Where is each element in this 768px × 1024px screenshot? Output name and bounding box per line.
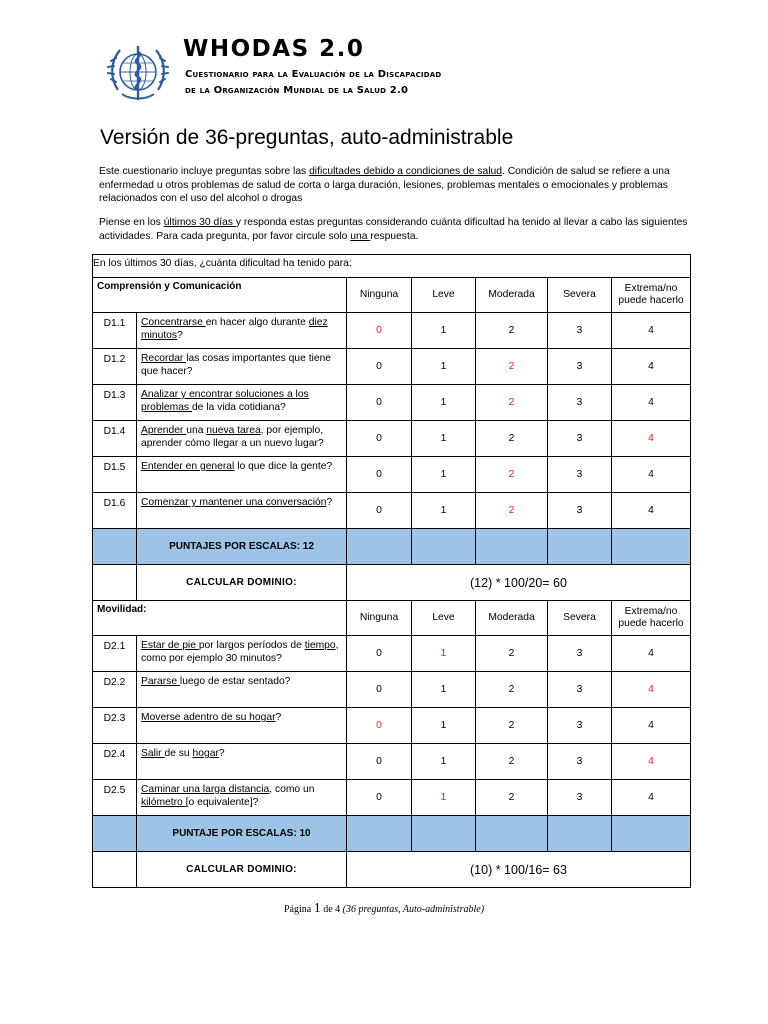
question-text-segment: Salir [141,748,165,759]
answer-option[interactable]: 0 [347,457,412,493]
option-header: Moderada [476,601,548,636]
question-code: D2.2 [93,672,137,708]
answer-option[interactable]: 4 [612,636,691,672]
question-text-segment: nueva tarea [206,425,261,436]
answer-option[interactable]: 3 [548,672,612,708]
question-text-segment: ? [326,497,333,508]
question-code: D2.1 [93,636,137,672]
question-code: D1.2 [93,349,137,385]
table-row [93,313,691,349]
answer-option[interactable]: 4 [612,313,691,349]
who-emblem-icon [104,38,172,106]
questionnaire-table [92,254,691,888]
question-text-segment: por largos períodos de [198,640,305,651]
answer-option[interactable]: 3 [548,493,612,529]
question-text-segment: ? [275,712,282,723]
answer-option[interactable]: 0 [347,493,412,529]
intro-row [93,255,691,278]
answer-option-selected[interactable]: 2 [476,457,548,493]
calc-empty-cell [93,565,137,601]
option-header: Leve [412,278,476,313]
question-text-segment: Concentrarse [141,317,206,328]
question-text [137,636,347,672]
brand-title: WHODAS 2.0 [183,36,365,62]
question-text [137,493,347,529]
answer-option[interactable]: 4 [612,493,691,529]
option-header: Extrema/no puede hacerlo [612,278,691,313]
score-row [93,529,691,565]
question-code: D1.6 [93,493,137,529]
answer-option[interactable]: 2 [476,708,548,744]
question-text [137,385,347,421]
section-header-row [93,278,691,313]
score-empty-cell [412,529,476,565]
answer-option[interactable]: 4 [612,385,691,421]
question-text-segment: , por ejemplo, aprender cómo llegar a un nuevo lugar? [141,425,324,449]
answer-option[interactable]: 0 [347,421,412,457]
question-code: D2.3 [93,708,137,744]
question-text [137,349,347,385]
scale-score-label: PUNTAJE POR ESCALAS: 10 [137,816,347,852]
scale-score-label: PUNTAJES POR ESCALAS: 12 [137,529,347,565]
answer-option[interactable]: 1 [412,493,476,529]
answer-option[interactable]: 3 [548,708,612,744]
score-empty-cell [93,816,137,852]
question-text-segment: una [186,425,207,436]
question-text-segment: , como por ejemplo 30 minutos? [141,640,339,664]
answer-option[interactable]: 2 [476,744,548,780]
answer-option-selected[interactable]: 2 [476,385,548,421]
question-text-segment: luego de estar sentado? [179,676,291,687]
question-text [137,744,347,780]
question-text-segment: Comenzar y mantener una conversación [141,497,327,508]
table-row [93,636,691,672]
answer-option-selected[interactable]: 2 [476,349,548,385]
question-code: D1.1 [93,313,137,349]
table-row [93,780,691,816]
table-row [93,708,691,744]
answer-option[interactable]: 1 [412,744,476,780]
answer-option[interactable]: 3 [548,744,612,780]
calc-empty-cell [93,852,137,888]
table-row [93,744,691,780]
question-text-segment: Caminar una larga distancia [141,784,270,795]
option-header: Ninguna [347,278,412,313]
question-code: D1.4 [93,421,137,457]
question-text-segment: Analizar y encontrar soluciones a los problemas [141,389,309,413]
answer-option[interactable]: 2 [476,780,548,816]
intro-paragraph-2: Piense en los últimos 30 días y responda estas preguntas considerando cuánta dificultad ha tenido al llevar a cabo las siguientes actividades. Para cada pregunta, por favor circule solo una respuesta. [99,217,688,242]
table-row [93,385,691,421]
question-text-segment: , como un [269,784,315,795]
question-text-segment: ? [218,748,225,759]
question-text-segment: Entender en general [141,461,235,472]
answer-option[interactable]: 1 [412,349,476,385]
answer-option-selected[interactable]: 1 [412,636,476,672]
question-text-segment: tiempo [304,640,336,651]
intro-row-text: En los últimos 30 días, ¿cuánta dificultad ha tenido para: [93,255,691,278]
answer-option[interactable]: 3 [548,780,612,816]
option-header: Ninguna [347,601,412,636]
section-header-row [93,601,691,636]
calc-domain-label: CALCULAR DOMINIO: [137,852,347,888]
answer-option[interactable]: 1 [412,672,476,708]
document-title: Versión de 36-preguntas, auto-administrable [100,126,514,149]
answer-option[interactable]: 1 [412,708,476,744]
answer-option[interactable]: 2 [476,636,548,672]
question-text-segment: Recordar [141,353,187,364]
question-text-segment: ? [177,329,183,341]
question-text-segment: de su [164,748,193,759]
subtitle-line-1: Cuestionario para la Evaluación de la Discapacidad [185,69,442,80]
answer-option[interactable]: 3 [548,349,612,385]
question-text [137,780,347,816]
option-header: Severa [548,601,612,636]
calc-row [93,565,691,601]
question-text-segment: las cosas importantes que tiene que hacer? [141,353,332,377]
answer-option[interactable]: 1 [412,385,476,421]
answer-option-selected[interactable]: 0 [347,708,412,744]
calc-domain-value: (12) * 100/20= 60 [347,565,691,601]
question-text-segment: hogar [192,748,219,759]
option-header: Moderada [476,278,548,313]
answer-option[interactable]: 1 [412,457,476,493]
answer-option[interactable]: 1 [412,421,476,457]
answer-option[interactable]: 3 [548,385,612,421]
answer-option[interactable]: 3 [548,457,612,493]
question-code: D1.5 [93,457,137,493]
question-text [137,421,347,457]
table-row [93,421,691,457]
answer-option[interactable]: 3 [548,636,612,672]
question-text-segment: Aprender [141,425,187,436]
question-text-segment: diez minutos [141,317,328,341]
score-empty-cell [612,816,691,852]
question-code: D2.4 [93,744,137,780]
score-empty-cell [476,816,548,852]
table-row [93,672,691,708]
option-header: Severa [548,278,612,313]
score-empty-cell [548,529,612,565]
subtitle-line-2: de la Organización Mundial de la Salud 2.0 [185,85,409,96]
answer-option[interactable]: 0 [347,385,412,421]
question-text [137,672,347,708]
question-text [137,457,347,493]
score-empty-cell [412,816,476,852]
question-text-segment: Estar de pie [141,640,199,651]
answer-option-selected[interactable]: 2 [476,493,548,529]
answer-option[interactable]: 1 [412,313,476,349]
question-text-segment: lo que dice la gente? [234,461,333,472]
question-text-segment: en hacer algo durante [205,317,309,328]
answer-option-selected[interactable]: 0 [347,313,412,349]
answer-option[interactable]: 0 [347,672,412,708]
question-text-segment: Pararse [141,676,180,687]
table-row [93,493,691,529]
question-text-segment: de la vida cotidiana? [191,401,286,413]
answer-option[interactable]: 3 [548,421,612,457]
answer-option[interactable]: 4 [612,780,691,816]
answer-option[interactable]: 2 [476,313,548,349]
score-empty-cell [476,529,548,565]
question-text-segment: [o equivalente]? [185,796,259,808]
answer-option[interactable]: 3 [548,313,612,349]
answer-option-selected[interactable]: 4 [612,421,691,457]
score-empty-cell [347,529,412,565]
answer-option-selected[interactable]: 4 [612,672,691,708]
intro-paragraph-1: Este cuestionario incluye preguntas sobre las dificultades debido a condiciones de salud. Condición de salud se refiere a una enfermedad u otros problemas de salud de corta o larga duración, lesiones, problemas mentales o emocionales y problemas relacionados con el uso del alcohol o drogas [99,166,670,204]
question-code: D1.3 [93,385,137,421]
answer-option[interactable]: 0 [347,349,412,385]
question-text-segment: Moverse adentro de su hogar [141,712,276,723]
question-text [137,313,347,349]
answer-option-selected[interactable]: 1 [412,780,476,816]
question-code: D2.5 [93,780,137,816]
answer-option[interactable]: 0 [347,780,412,816]
option-header: Leve [412,601,476,636]
answer-option[interactable]: 2 [476,421,548,457]
table-row [93,349,691,385]
question-text [137,708,347,744]
score-empty-cell [93,529,137,565]
page-footer: Página 1 de 4 (36 preguntas, Auto-administrable) [283,901,485,916]
answer-option[interactable]: 4 [612,349,691,385]
score-empty-cell [612,529,691,565]
table-row [93,457,691,493]
answer-option[interactable]: 0 [347,636,412,672]
calc-row [93,852,691,888]
answer-option[interactable]: 4 [612,457,691,493]
score-empty-cell [347,816,412,852]
score-empty-cell [548,816,612,852]
answer-option[interactable]: 0 [347,744,412,780]
section-title: Movilidad: [93,601,347,636]
answer-option-selected[interactable]: 4 [612,744,691,780]
option-header: Extrema/no puede hacerlo [612,601,691,636]
answer-option[interactable]: 4 [612,708,691,744]
score-row [93,816,691,852]
question-text-segment: kilómetro [141,796,186,808]
calc-domain-label: CALCULAR DOMINIO: [137,565,347,601]
section-title: Comprensión y Comunicación [93,278,347,313]
calc-domain-value: (10) * 100/16= 63 [347,852,691,888]
answer-option[interactable]: 2 [476,672,548,708]
